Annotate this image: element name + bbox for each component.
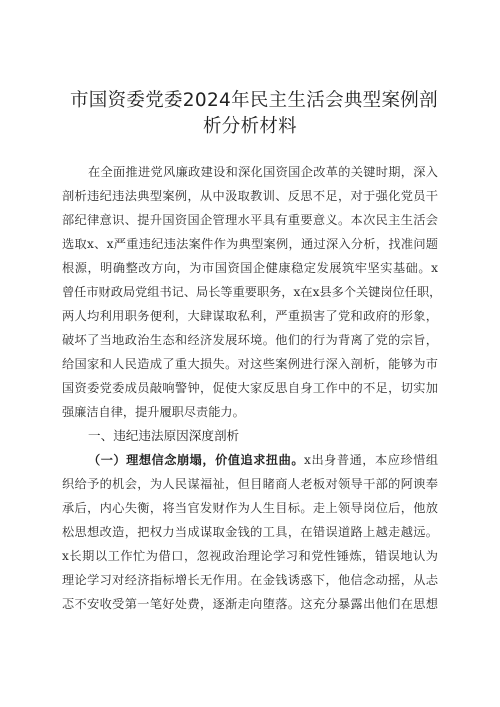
title-line-2: 析分析材料: [202, 116, 297, 137]
paragraph-1-line: 国资委党委成员敲响警钟，促使大家反思自身工作中的不足，切实加: [62, 381, 438, 395]
paragraph-1-line: 根源，明确整改方向，为市国资国企健康稳定发展筑牢坚实基础。x: [62, 261, 438, 275]
paragraph-1-line: 给国家和人民造成了重大损失。对这些案例进行深入剖析，能够为市: [62, 357, 438, 371]
title-line-1: 市国资委党委2024年民主生活会典型案例剖: [70, 90, 438, 111]
paragraph-2-line: 理论学习对经济指标增长无作用。在金钱诱惑下，他信念动摇，从忐: [62, 573, 438, 587]
paragraph-2-line: x长期以工作忙为借口，忽视政治理论学习和党性锤炼，错误地认为: [62, 549, 438, 563]
paragraph-2-line: 忑不安收受第一笔好处费，逐渐走向堕落。这充分暴露出他们在思想: [62, 597, 438, 611]
paragraph-1-line: 在全面推进党风廉政建设和深化国资国企改革的关键时期，深入: [88, 165, 438, 179]
paragraph-1-line: 曾任市财政局党组书记、局长等重要职务，x在x县多个关键岗位任职，: [62, 285, 442, 299]
document-title: [70, 88, 438, 140]
paragraph-1-line: 部纪律意识、提升国资国企管理水平具有重要意义。本次民主生活会: [62, 213, 438, 227]
paragraph-1-line: 剖析违纪违法典型案例，从中汲取教训、反思不足，对于强化党员干: [62, 189, 438, 203]
paragraph-2-line: [62, 448, 438, 472]
paragraph-1-line: 破坏了当地政治生态和经济发展环境。他们的行为背离了党的宗旨，: [62, 333, 438, 347]
paragraph-2-line: 织给予的机会，为人民谋福祉，但目睹商人老板对领导干部的阿谀奉: [62, 477, 438, 491]
paragraph-1-line: 两人均利用职务便利，大肆谋取私利，严重损害了党和政府的形象，: [62, 309, 438, 323]
paragraph-1-line: 选取x、x严重违纪违法案件作为典型案例，通过深入分析，找准问题: [62, 237, 438, 251]
paragraph-2-line: 松思想改造，把权力当成谋取金钱的工具，在错误道路上越走越远。: [62, 525, 438, 539]
paragraph-2-line: 承后，内心失衡，将当官发财作为人生目标。走上领导岗位后，他放: [62, 501, 438, 515]
paragraph-1-line: 强廉洁自律，提升履职尽责能力。: [62, 405, 245, 419]
subsection-label: （一）理想信念崩塌，价值追求扭曲。: [88, 453, 305, 467]
paragraph-2-first-rest: x出身普通，本应珍惜组: [304, 453, 439, 467]
section-heading: 一、违纪违法原因深度剖析: [88, 428, 240, 443]
document-body: [62, 160, 442, 616]
